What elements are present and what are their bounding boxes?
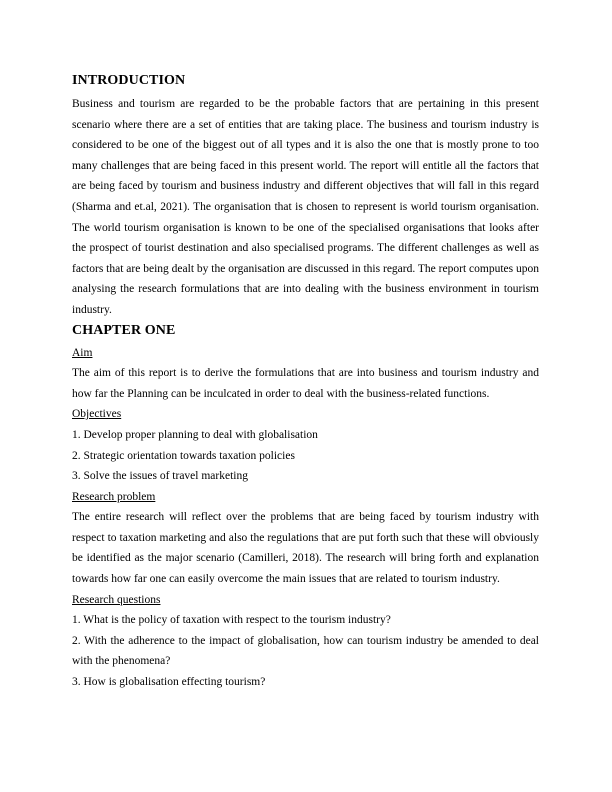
- objective-item: 3. Solve the issues of travel marketing: [72, 470, 248, 483]
- introduction-heading: INTRODUCTION: [72, 73, 186, 88]
- chapter-one-heading: CHAPTER ONE: [72, 322, 176, 338]
- aim-paragraph: The aim of this report is to derive the formulations that are into business and tourism industry and how far the Planning can be inculcated in order to deal with the business-related functions.: [72, 367, 539, 400]
- aim-subheading: Aim: [72, 346, 93, 359]
- research-question-item: 2. With the adherence to the impact of globalisation, how can tourism industry be amended to deal with the phenomena?: [72, 634, 539, 668]
- research-question-item: 1. What is the policy of taxation with respect to the tourism industry?: [72, 614, 391, 627]
- objective-item: 1. Develop proper planning to deal with globalisation: [72, 428, 318, 441]
- research-problem-paragraph: The entire research will reflect over the problems that are being faced by tourism industry with respect to taxation marketing and also the regulations that are put forth such that these will obviously be identified as the major scenario (Camilleri, 2018). The research will bring forth and explanation towards how far one can easily overcome the main issues that are related to tourism industry.: [72, 511, 539, 586]
- objectives-subheading: Objectives: [72, 408, 122, 421]
- objective-item: 2. Strategic orientation towards taxation policies: [72, 449, 295, 462]
- research-questions-subheading: Research questions: [72, 593, 161, 606]
- research-question-item: 3. How is globalisation effecting tourism?: [72, 676, 266, 689]
- document-page: [72, 71, 539, 693]
- introduction-paragraph: Business and tourism are regarded to be the probable factors that are pertaining in this present scenario where there are a set of entities that are taking place. The business and tourism industry is considered to be one of the biggest out of all types and it is also the one that is mostly prone to too many challenges that are being faced in this present world. The report will entitle all the factors that are being faced by tourism and business industry and different objectives that will fall in this regard (Sharma and et.al, 2021). The organisation that is chosen to represent is world tourism organisation. The world tourism organisation is known to be one of the specialised organisations that looks after the prospect of tourist destination and also specialised programs. The different challenges as well as factors that are being dealt by the organisation are discussed in this regard. The report computes upon analysing the research formulations that are into dealing with the business environment in tourism industry.: [72, 98, 539, 316]
- research-problem-subheading: Research problem: [72, 490, 156, 503]
